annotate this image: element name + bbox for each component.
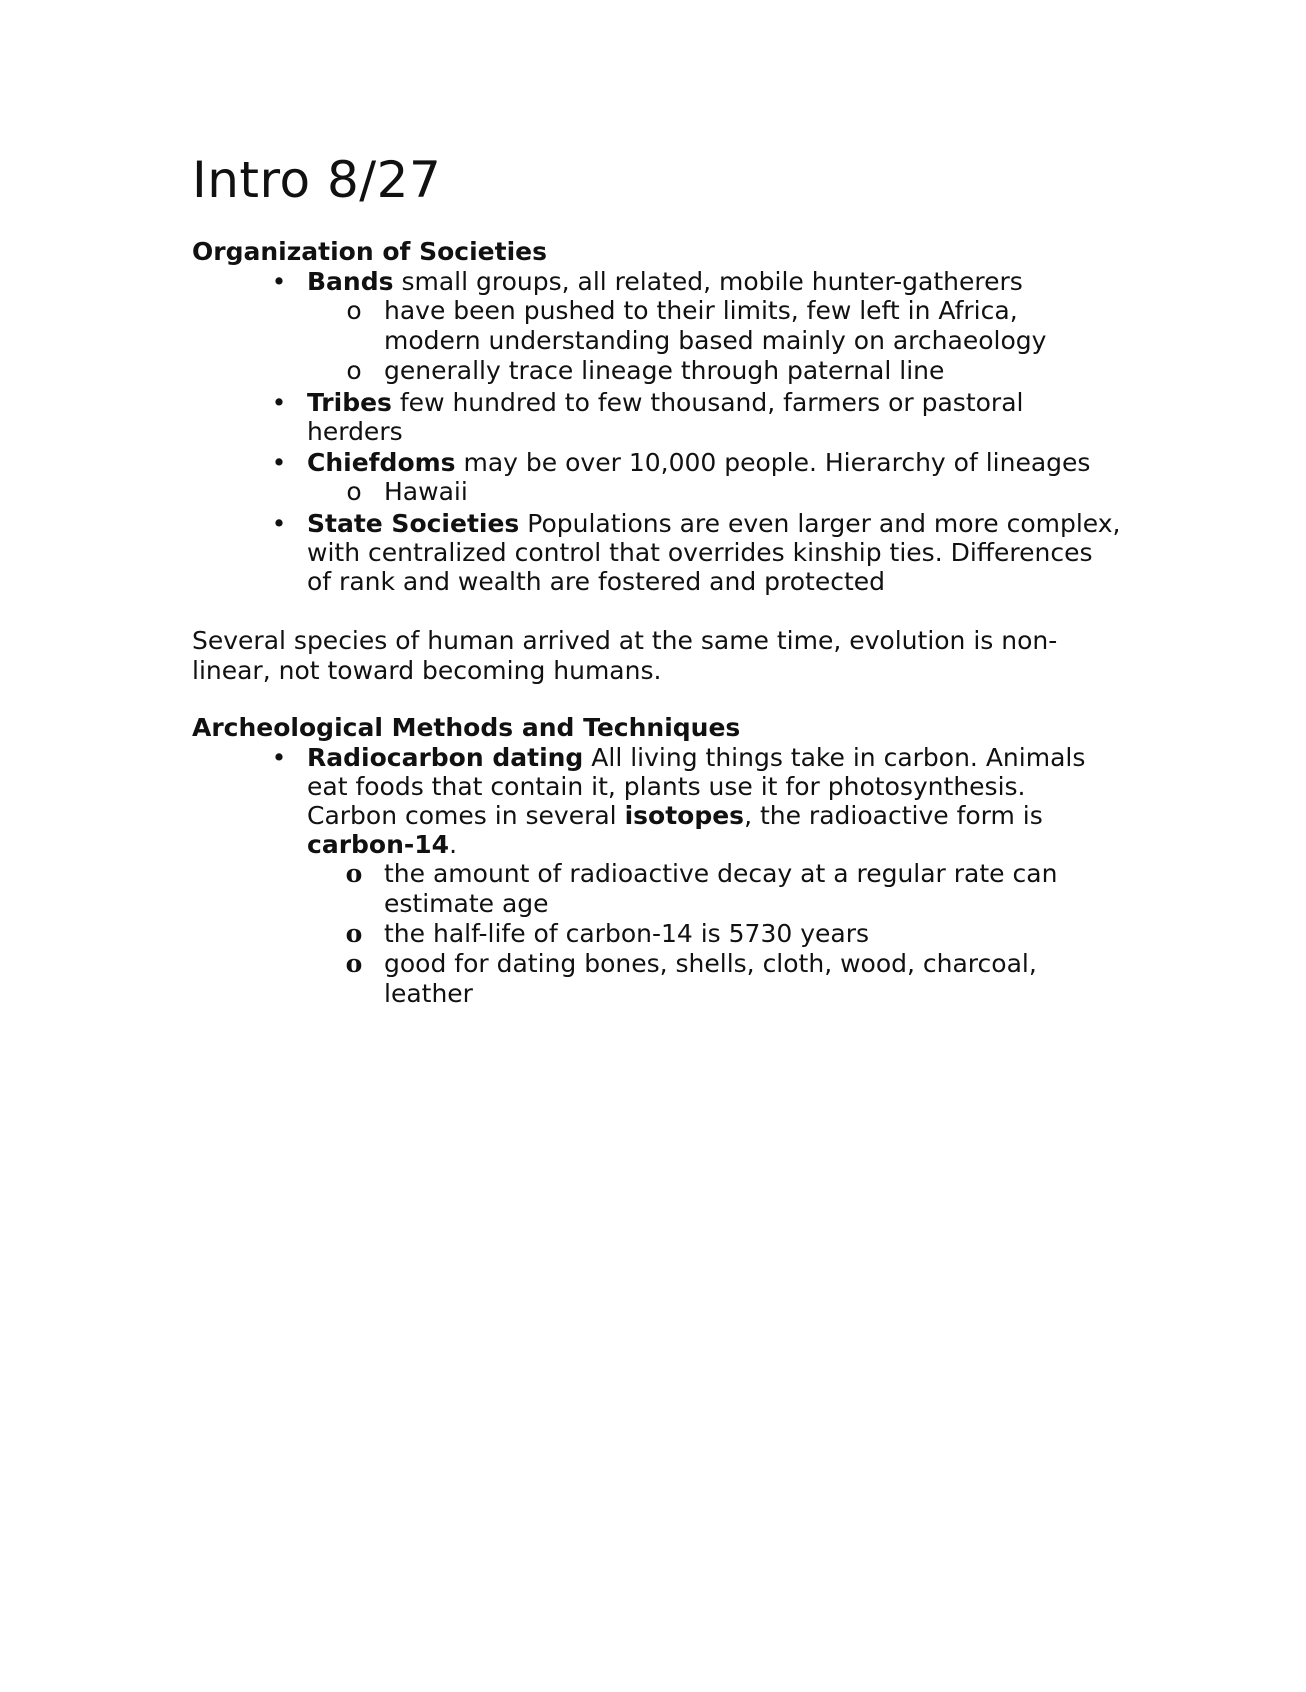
item-text: few hundred to few thousand, farmers or pastoral herders <box>307 388 1024 446</box>
term-isotopes: isotopes <box>624 801 745 830</box>
item-text: may be over 10,000 people. Hierarchy of lineages <box>455 448 1091 477</box>
term-state-societies: State Societies <box>307 509 520 538</box>
page-title: Intro 8/27 <box>192 151 442 209</box>
list-item-chiefdoms <box>271 448 1122 507</box>
sub-item-text: good for dating bones, shells, cloth, wood, charcoal, leather <box>384 949 1037 1008</box>
item-text: . <box>449 830 458 859</box>
sub-item <box>346 356 1122 386</box>
sub-bullet-icon: o <box>346 296 362 325</box>
item-text: small groups, all related, mobile hunter-gatherers <box>393 267 1023 296</box>
sub-bullet-icon: o <box>345 949 363 978</box>
sub-item <box>346 296 1122 356</box>
document-page <box>192 150 1122 1011</box>
bullet-icon: • <box>271 448 287 477</box>
sub-item-text: the amount of radioactive decay at a regular rate can estimate age <box>384 859 1058 918</box>
section-heading-organization: Organization of Societies <box>192 237 547 266</box>
sub-bullet-icon: o <box>345 859 363 888</box>
sub-item <box>345 949 1122 1009</box>
term-carbon-14: carbon-14 <box>307 830 450 859</box>
sub-item <box>345 919 1122 949</box>
sub-item-text: the half-life of carbon-14 is 5730 years <box>384 919 870 948</box>
sub-list <box>307 477 1122 507</box>
term-tribes: Tribes <box>307 388 392 417</box>
sub-item <box>345 859 1122 919</box>
bullet-icon: • <box>271 267 287 296</box>
bullet-icon: • <box>271 388 287 417</box>
term-chiefdoms: Chiefdoms <box>307 448 456 477</box>
sub-bullet-icon: o <box>346 356 362 385</box>
sub-list <box>307 296 1122 386</box>
item-text: Populations are even larger and more complex, with centralized control that overrides kinship ties. Differences of rank and wealth are fostered and protected <box>307 509 1121 596</box>
methods-list <box>192 743 1122 1009</box>
item-text: , the radioactive form is <box>744 801 1043 830</box>
list-item-state-societies <box>271 509 1122 596</box>
bullet-icon: • <box>271 743 287 772</box>
term-bands: Bands <box>307 267 394 296</box>
item-text: All living things take in carbon. Animals eat foods that contain it, plants use it for photosynthesis. Carbon comes in several <box>307 743 1086 830</box>
list-item-bands <box>271 267 1122 386</box>
sub-bullet-icon: o <box>346 477 362 506</box>
sub-item-text: have been pushed to their limits, few left in Africa, modern understanding based mainly on archaeology <box>384 296 1047 355</box>
sub-item-text: Hawaii <box>384 477 468 506</box>
sub-item-text: generally trace lineage through paternal line <box>384 356 945 385</box>
list-item-radiocarbon <box>271 743 1122 1009</box>
term-radiocarbon: Radiocarbon dating <box>307 743 584 772</box>
paragraph-species: Several species of human arrived at the same time, evolution is non-linear, not toward becoming humans. <box>192 626 1058 685</box>
bullet-icon: • <box>271 509 287 538</box>
societies-list <box>192 267 1122 596</box>
section-heading-methods: Archeological Methods and Techniques <box>192 713 741 742</box>
list-item-tribes <box>271 388 1122 446</box>
sub-bullet-icon: o <box>345 919 363 948</box>
sub-list <box>307 859 1122 1009</box>
sub-item <box>346 477 1122 507</box>
